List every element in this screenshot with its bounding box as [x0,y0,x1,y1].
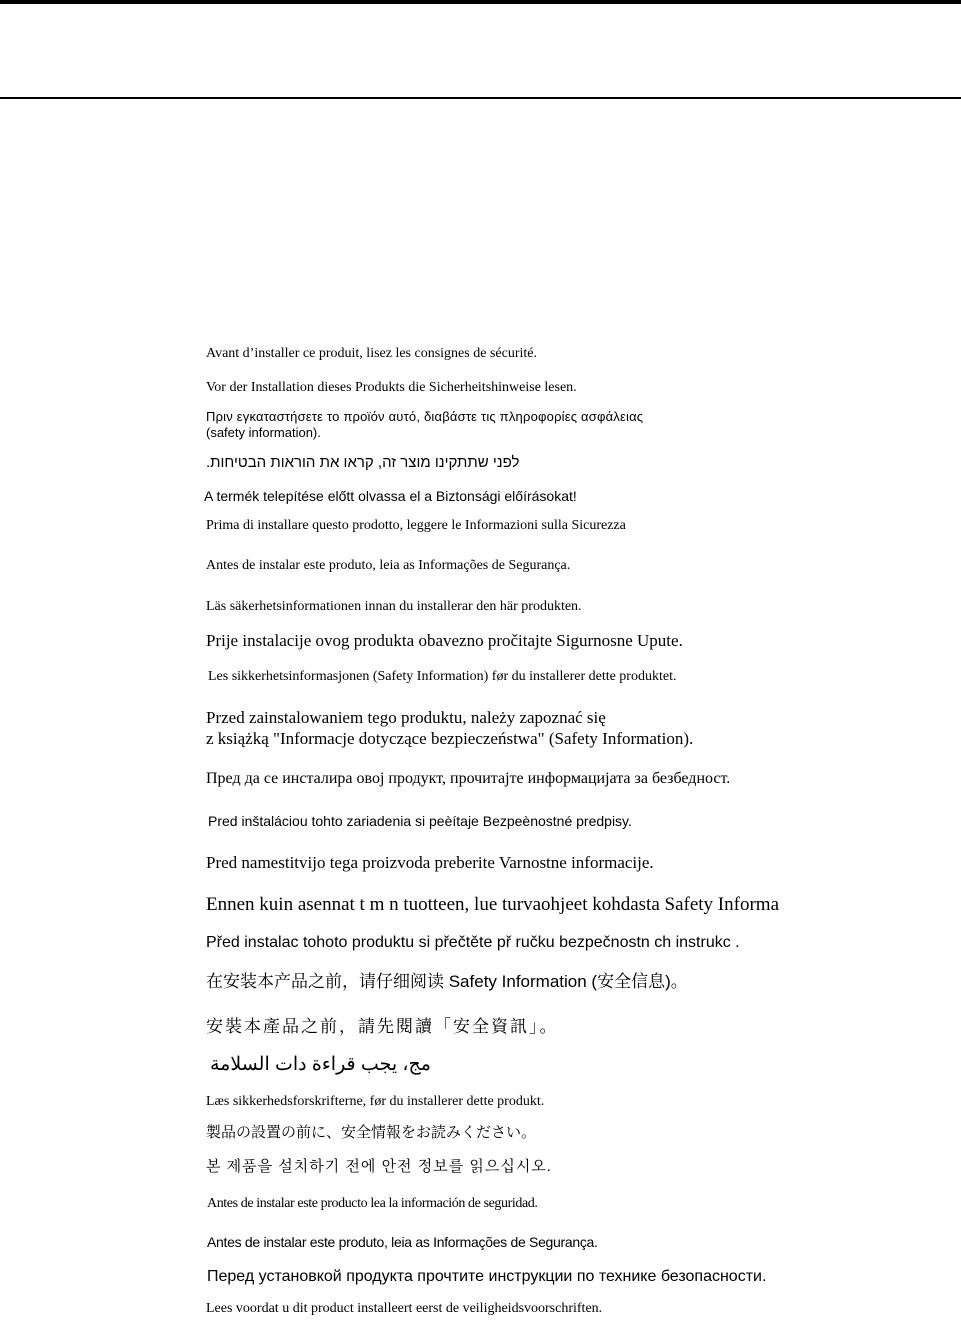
header-rule [0,97,961,99]
safety-line-japanese: 製品の設置の前に、安全情報をお読みください。 [206,1124,537,1141]
safety-line-hungarian: A termék telepítése előtt olvassa el a Biztonsági előírásokat! [204,488,577,504]
safety-line-polish-2: z książką "Informacje dotyczące bezpieczeństwa" (Safety Information). [206,729,694,748]
safety-line-norwegian: Les sikkerhetsinformasjonen (Safety Information) før du installerer dette produktet. [208,669,677,684]
top-rule [0,0,961,4]
safety-line-german: Vor der Installation dieses Produkts die Sicherheitshinweise lesen. [206,380,577,395]
safety-line-finnish: Ennen kuin asennat t m n tuotteen, lue turvaohjeet kohdasta Safety Informa [206,894,779,915]
safety-line-greek-1: Πριν εγκαταστήσετε το προϊόν αυτό, διαβάστε τις πληροφορίες ασφάλειας [206,409,644,424]
safety-line-french: Avant d’installer ce produit, lisez les consignes de sécurité. [206,346,537,361]
safety-line-croatian: Prije instalacije ovog produkta obavezno pročitajte Sigurnosne Upute. [206,631,683,650]
safety-line-danish: Læs sikkerhedsforskrifterne, før du installerer dette produkt. [206,1094,545,1109]
safety-line-chinese-simplified: 在安装本产品之前，请仔细阅读 Safety Information (安全信息)。 [206,972,688,991]
safety-line-spanish: Antes de instalar este producto lea la información de seguridad. [207,1196,538,1211]
safety-line-dutch: Lees voordat u dit product installeert eerst de veiligheidsvoorschriften. [206,1301,603,1316]
safety-line-slovak: Pred inštaláciou tohto zariadenia si peèítaje Bezpeènostné predpisy. [208,813,632,829]
safety-line-portuguese-br: Antes de instalar este produto, leia as Informações de Segurança. [206,558,571,573]
safety-line-swedish: Läs säkerhetsinformationen innan du installerar den här produkten. [206,599,582,614]
safety-line-slovenian: Pred namestitvijo tega proizvoda preberite Varnostne informacije. [206,853,654,872]
safety-line-macedonian: Пред да се инсталира овој продукт, прочитајте информацијата за безбедност. [206,770,731,787]
safety-line-polish-1: Przed zainstalowaniem tego produktu, należy zapoznać się [206,708,606,727]
safety-line-portuguese: Antes de instalar este produto, leia as Informações de Segurança. [207,1234,598,1250]
safety-line-russian: Перед установкой продукта прочтите инструкции по технике безопасности. [207,1268,767,1285]
safety-line-korean: 본 제품을 설치하기 전에 안전 정보를 읽으십시오. [206,1158,552,1175]
safety-line-czech: Před instalac tohoto produktu si přečtěte př ručku bezpečnostn ch instrukc . [206,934,740,951]
safety-line-chinese-traditional: 安裝本產品之前，請先閱讀「安全資訊」。 [206,1017,559,1036]
safety-line-greek-2: (safety information). [206,425,321,440]
safety-line-arabic: مج، يجب قراءة دات السلامة [210,1054,431,1075]
safety-line-hebrew: .לפני שתתקינו מוצר זה, קראו את הוראות הבטיחות [206,454,520,471]
safety-line-italian: Prima di installare questo prodotto, leggere le Informazioni sulla Sicurezza [206,518,626,533]
